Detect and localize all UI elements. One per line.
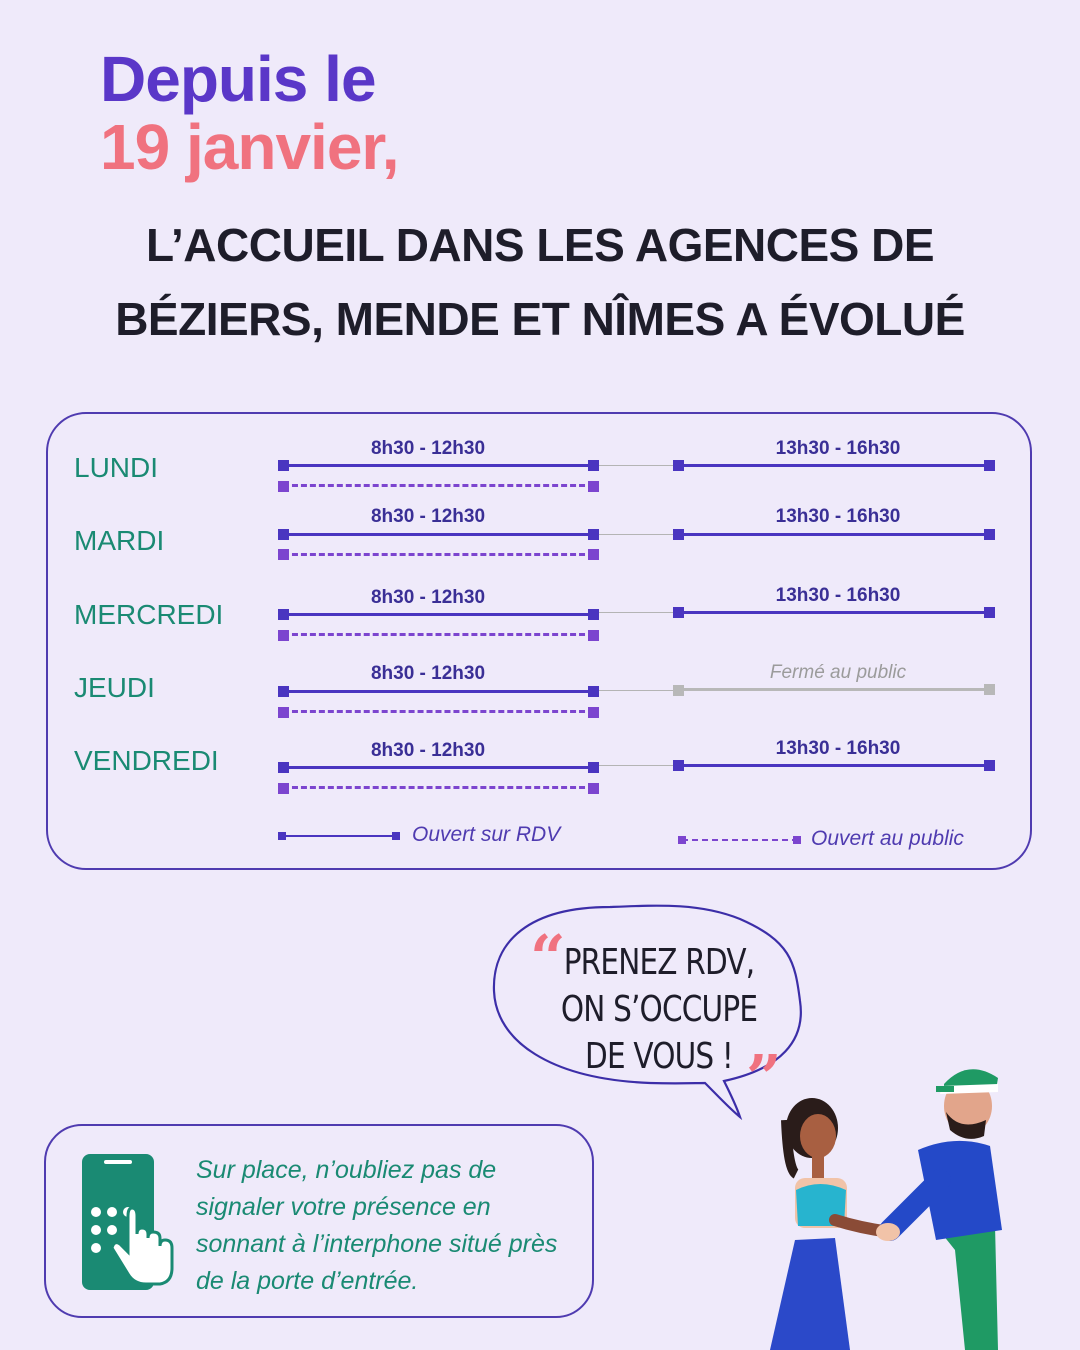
line-marker <box>278 832 286 840</box>
line-marker <box>278 481 289 492</box>
afternoon-hours: 13h30 - 16h30 <box>775 506 901 527</box>
public-line-morning <box>283 786 594 789</box>
morning-hours: 8h30 - 12h30 <box>370 438 486 459</box>
line-marker <box>392 832 400 840</box>
rdv-line-afternoon <box>678 764 989 767</box>
speech-bubble-text: PRENEZ RDV, ON S’OCCUPE DE VOUS ! <box>560 942 758 1077</box>
line-marker <box>793 836 801 844</box>
line-marker <box>588 783 599 794</box>
lunch-gap <box>599 534 679 535</box>
line-marker <box>673 460 684 471</box>
afternoon-hours: 13h30 - 16h30 <box>775 738 901 759</box>
line-marker <box>678 836 686 844</box>
public-line-morning <box>283 553 594 556</box>
line-marker <box>588 481 599 492</box>
open-quote-icon: “ <box>530 921 566 994</box>
line-marker <box>588 460 599 471</box>
rdv-line-morning <box>283 464 594 467</box>
line-marker <box>588 549 599 560</box>
afternoon-closed-label: Fermé au public <box>769 662 907 683</box>
rdv-line-morning <box>283 613 594 616</box>
lunch-gap <box>599 765 679 766</box>
morning-hours: 8h30 - 12h30 <box>370 506 486 527</box>
handshake-illustration <box>740 1050 1040 1350</box>
rdv-line-morning <box>283 533 594 536</box>
legend-rdv-line <box>281 835 396 837</box>
lunch-gap <box>599 690 679 691</box>
line-marker <box>984 607 995 618</box>
lunch-gap <box>599 612 679 613</box>
line-marker <box>588 529 599 540</box>
line-marker <box>278 686 289 697</box>
title-line-1: Depuis le <box>100 43 376 115</box>
rdv-line-morning <box>283 766 594 769</box>
lunch-gap <box>599 465 679 466</box>
rdv-line-afternoon <box>678 611 989 614</box>
line-marker <box>673 607 684 618</box>
phone-keypad-icon <box>80 1152 176 1292</box>
public-line-morning <box>283 710 594 713</box>
line-marker <box>984 684 995 695</box>
line-marker <box>278 762 289 773</box>
schedule-panel <box>46 412 1032 870</box>
rdv-line-afternoon <box>678 464 989 467</box>
line-marker <box>984 760 995 771</box>
intercom-info-box <box>44 1124 594 1318</box>
subtitle-line-1: L’ACCUEIL DANS LES AGENCES DE <box>145 219 935 271</box>
line-marker <box>278 707 289 718</box>
line-marker <box>278 783 289 794</box>
man-figure <box>876 1069 1002 1350</box>
line-marker <box>278 549 289 560</box>
afternoon-hours: 13h30 - 16h30 <box>775 438 901 459</box>
line-marker <box>984 529 995 540</box>
line-marker <box>278 460 289 471</box>
intercom-info-text: Sur place, n’oubliez pas de signaler votre présence en sonnant à l’interphone situé près de la porte d’entrée. <box>196 1156 558 1295</box>
line-marker <box>588 762 599 773</box>
line-marker <box>588 686 599 697</box>
line-marker <box>984 460 995 471</box>
line-marker <box>278 529 289 540</box>
morning-hours: 8h30 - 12h30 <box>370 740 486 761</box>
line-marker <box>588 707 599 718</box>
legend-rdv-label: Ouvert sur RDV <box>412 823 561 846</box>
line-marker <box>588 609 599 620</box>
day-label: MERCREDI <box>74 599 224 630</box>
closed-line-afternoon <box>678 688 989 691</box>
line-marker <box>673 685 684 696</box>
subtitle-line-2: BÉZIERS, MENDE ET NÎMES A ÉVOLUÉ <box>115 293 965 345</box>
day-label: VENDREDI <box>74 745 219 776</box>
day-label: LUNDI <box>74 452 159 483</box>
public-line-morning <box>283 633 594 636</box>
rdv-line-afternoon <box>678 533 989 536</box>
line-marker <box>673 529 684 540</box>
public-line-morning <box>283 484 594 487</box>
line-marker <box>278 630 289 641</box>
morning-hours: 8h30 - 12h30 <box>370 587 486 608</box>
rdv-line-morning <box>283 690 594 693</box>
day-label: JEUDI <box>74 672 155 703</box>
line-marker <box>673 760 684 771</box>
legend-public-line <box>682 839 798 841</box>
morning-hours: 8h30 - 12h30 <box>370 663 486 684</box>
day-label: MARDI <box>74 525 165 556</box>
line-marker <box>278 609 289 620</box>
line-marker <box>588 630 599 641</box>
afternoon-hours: 13h30 - 16h30 <box>775 585 901 606</box>
legend-public-label: Ouvert au public <box>811 827 964 850</box>
woman-figure <box>770 1098 890 1350</box>
close-quote-icon: ” <box>746 1041 782 1114</box>
title-line-2-date: 19 janvier, <box>100 111 399 183</box>
